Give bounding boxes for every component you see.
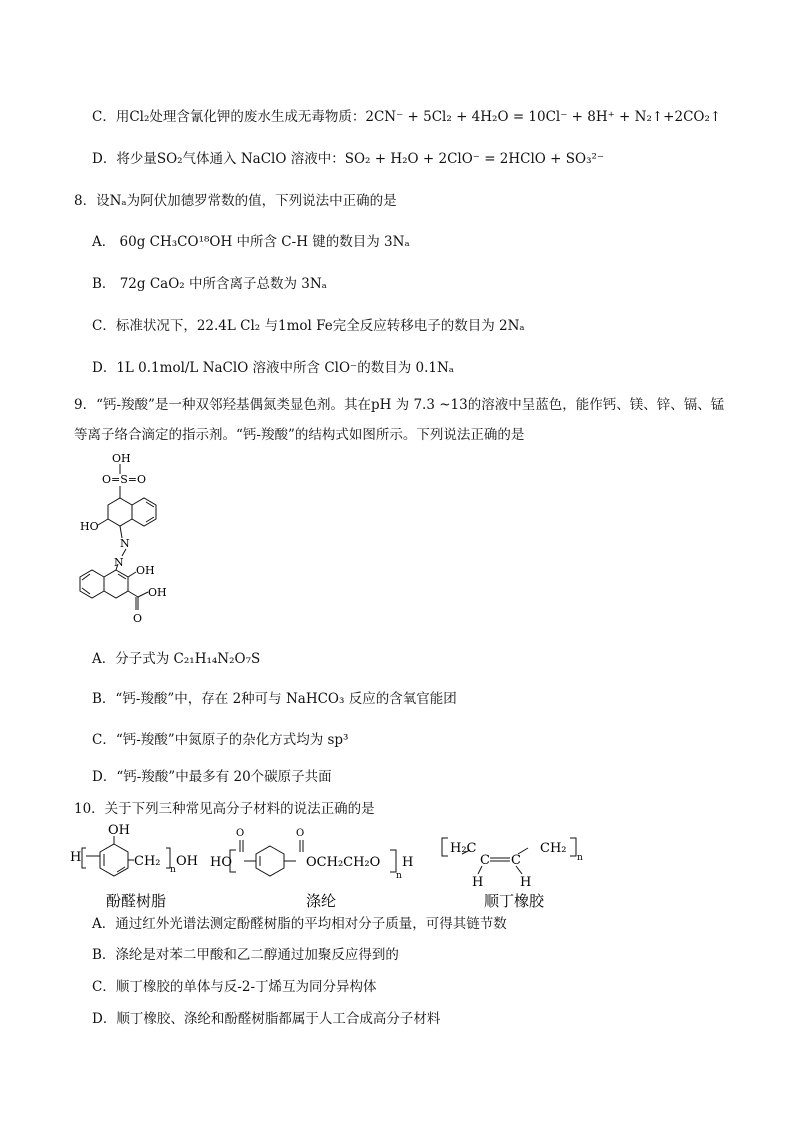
q9-stem-line1: 9．“钙-羧酸”是一种双邻羟基偶氮类显色剂。其在pH 为 7.3 ~13的溶液中呈蓝色，能作钙、镁、锌、镉、锰: [74, 397, 725, 413]
q8-stem: 8．设Nₐ为阿伏加德罗常数的值，下列说法中正确的是: [74, 193, 397, 209]
q7-option-c: C．用Cl₂处理含氰化钾的废水生成无毒物质：2CN⁻ + 5Cl₂ + 4H₂O = 10Cl⁻ + 8H⁺ + N₂↑+2CO₂↑: [92, 109, 722, 125]
q8-option-d: D．1L 0.1mol/L NaClO 溶液中所含 ClO⁻的数目为 0.1Nₐ: [92, 360, 454, 376]
n1-label: N: [120, 537, 130, 550]
q10-stem: 10．关于下列三种常见高分子材料的说法正确的是: [74, 801, 375, 817]
p1-oh-label: OH: [108, 823, 130, 838]
q7-option-d: D．将少量SO₂气体通入 NaClO 溶液中：SO₂ + H₂O + 2ClO⁻ = 2HClO + SO₃²⁻: [92, 151, 605, 167]
q10-option-c: C．顺丁橡胶的单体与反-2-丁烯互为同分异构体: [92, 979, 377, 995]
p3-ch2-label: CH₂: [540, 841, 567, 856]
q9-option-c: C．“钙-羧酸”中氮原子的杂化方式均为 sp³: [92, 732, 349, 748]
q8-option-a: A． 60g CH₃CO¹⁸OH 中所含 C-H 键的数目为 3Nₐ: [92, 234, 410, 250]
q8-option-b: B． 72g CaO₂ 中所含离子总数为 3Nₐ: [92, 276, 327, 292]
p2-end-label: H: [402, 855, 414, 870]
q10-option-a: A．通过红外光谱法测定酚醛树脂的平均相对分子质量，可得其链节数: [92, 916, 507, 932]
p2-o2-label: O: [296, 828, 305, 839]
ho-left-label: HO: [80, 520, 99, 533]
cooh-oh-label: OH: [148, 586, 167, 599]
q9-structure-diagram: [60, 450, 190, 644]
q9-option-a: A．分子式为 C₂₁H₁₄N₂O₇S: [92, 651, 261, 667]
q10-polymer-structures: [70, 822, 590, 914]
polymer1-label: 酚醛树脂: [106, 892, 167, 910]
p3-c1-label: C: [480, 853, 490, 868]
carbonyl-o-label: O: [133, 612, 143, 625]
polymer2-label: 涤纶: [306, 892, 337, 910]
p2-n-label: n: [396, 871, 402, 881]
q8-option-c: C．标准状况下，22.4L Cl₂ 与1mol Fe完全反应转移电子的数目为 2Nₐ: [92, 318, 525, 334]
p1-n-label: n: [170, 865, 176, 875]
n2-label: N: [114, 556, 124, 569]
p2-mid-label: OCH₂CH₂O: [306, 855, 381, 870]
q10-option-d: D．顺丁橡胶、涤纶和酚醛树脂都属于人工合成高分子材料: [92, 1011, 441, 1027]
oh-mid-label: OH: [136, 564, 155, 577]
q9-option-b: B．“钙-羧酸”中，存在 2种可与 NaHCO₃ 反应的含氧官能团: [92, 691, 457, 707]
polymer3-label: 顺丁橡胶: [484, 892, 545, 910]
q9-option-d: D．“钙-羧酸”中最多有 20个碳原子共面: [92, 769, 332, 785]
p2-start-label: HO: [210, 855, 232, 870]
sulfonyl-label: O=S=O: [102, 473, 147, 486]
p1-h-label: H: [70, 850, 82, 865]
q10-option-b: B．涤纶是对苯二甲酸和乙二醇通过加聚反应得到的: [92, 947, 399, 963]
p1-end-label: OH: [176, 854, 198, 869]
oh-top-label: OH: [112, 452, 131, 465]
p2-o1-label: O: [236, 828, 245, 839]
p3-n-label: n: [577, 853, 583, 863]
p3-h2-label: H: [520, 875, 532, 890]
p3-h2c-label: H₂C: [450, 841, 477, 856]
p3-h1-label: H: [472, 875, 484, 890]
p1-ch2-label: CH₂: [134, 854, 161, 869]
p3-c2-label: C: [511, 853, 521, 868]
q9-stem-line2: 等离子络合滴定的指示剂。“钙-羧酸”的结构式如图所示。下列说法正确的是: [74, 427, 525, 443]
